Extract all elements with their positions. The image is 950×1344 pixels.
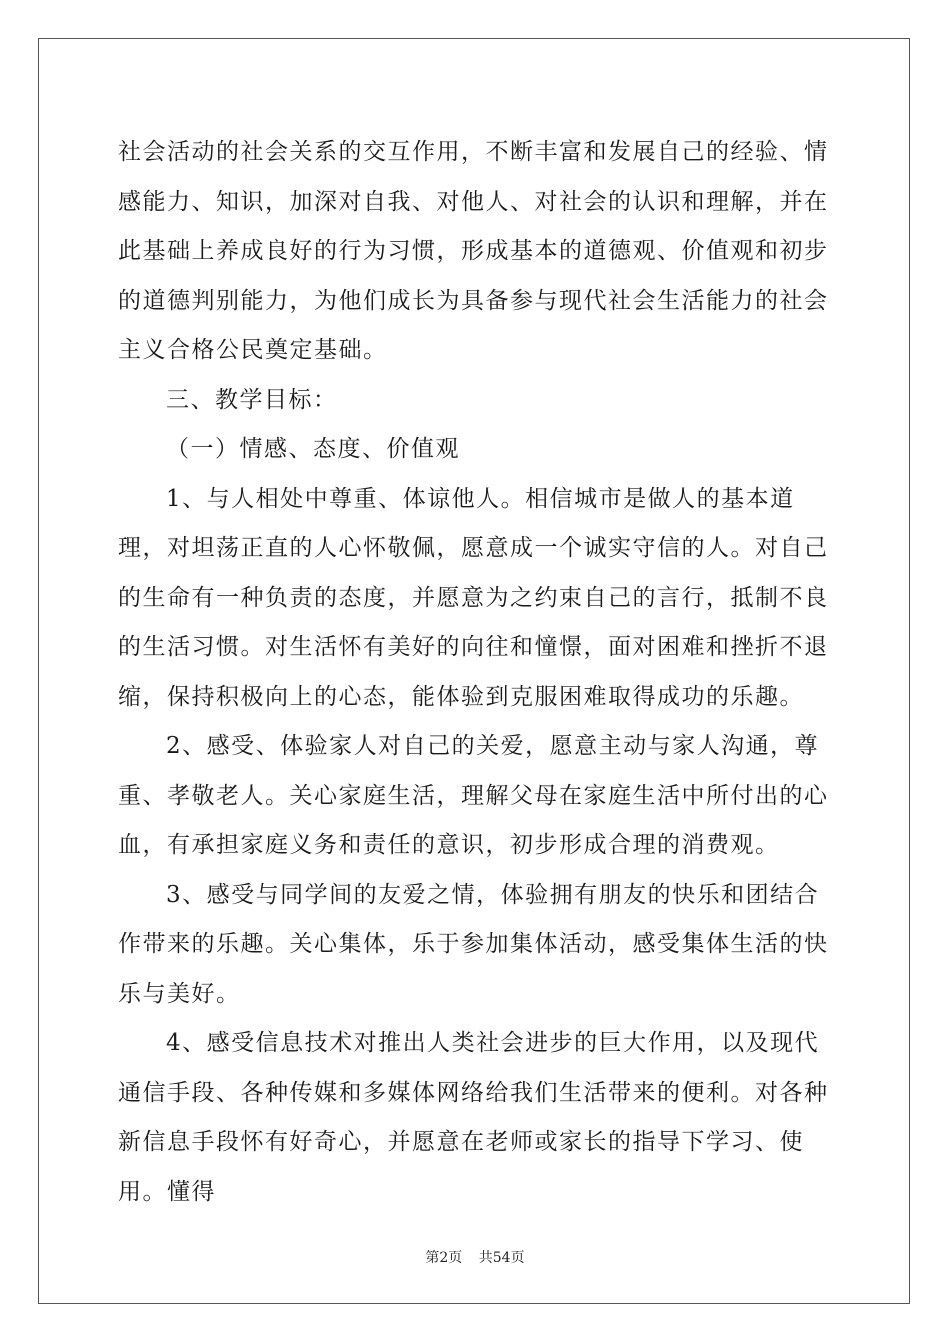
document-body	[118, 128, 840, 1217]
page-footer	[0, 1247, 950, 1267]
section-heading: 三、教学目标：	[166, 386, 338, 413]
paragraph-item-2: 2、感受、体验家人对自己的关爱，愿意主动与家人沟通，尊重、孝敬老人。关心家庭生活，理解父母在家庭生活中所付出的心血，有承担家庭义务和责任的意识，初步形成合理的消费观。	[118, 733, 829, 858]
paragraph-continuation: 社会活动的社会关系的交互作用，不断丰富和发展自己的经验、情感能力、知识，加深对自我、对他人、对社会的认识和理解，并在此基础上养成良好的行为习惯，形成基本的道德观、价值观和初步的道德判别能力，为他们成长为具备参与现代社会生活能力的社会主义合格公民奠定基础。	[118, 139, 829, 363]
page-number: 第2页	[425, 1250, 463, 1266]
paragraph-item-3: 3、感受与同学间的友爱之情，体验拥有朋友的快乐和团结合作带来的乐趣。关心集体，乐于参加集体活动，感受集体生活的快乐与美好。	[118, 881, 829, 1007]
subsection-heading: （一）情感、态度、价值观	[166, 436, 460, 462]
paragraph-item-4: 4、感受信息技术对推出人类社会进步的巨大作用，以及现代通信手段、各种传媒和多媒体网络给我们生活带来的便利。对各种新信息手段怀有好奇心，并愿意在老师或家长的指导下学习、使用。懂得	[118, 1030, 829, 1205]
page-total: 共54页	[478, 1250, 525, 1266]
paragraph-item-1: 1、与人相处中尊重、体谅他人。相信城市是做人的基本道理，对坦荡正直的人心怀敬佩，愿意成一个诚实守信的人。对自己的生命有一种负责的态度，并愿意为之约束自己的言行，抵制不良的生活习惯。对生活怀有美好的向往和憧憬，面对困难和挫折不退缩，保持积极向上的心态，能体验到克服困难取得成功的乐趣。	[118, 485, 829, 710]
